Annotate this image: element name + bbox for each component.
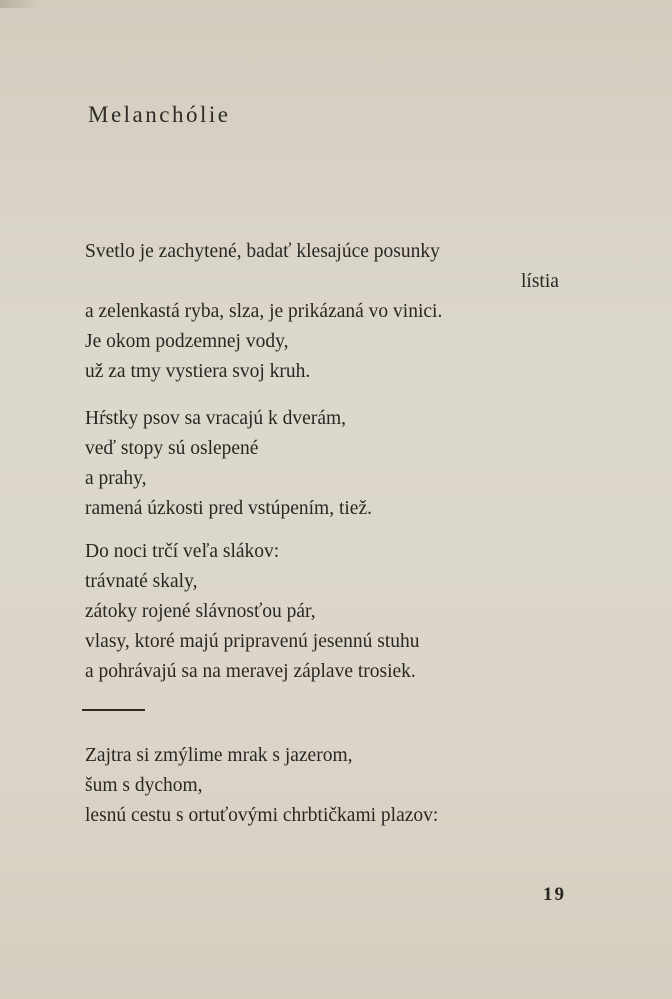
poem-line: ramená úzkosti pred vstúpením, tiež.: [85, 498, 372, 519]
poem-line: Zajtra si zmýlime mrak s jazerom,: [85, 745, 353, 766]
poem-line: veď stopy sú oslepené: [85, 438, 259, 459]
section-divider: [82, 709, 145, 711]
poem-line: lesnú cestu s ortuťovými chrbtičkami plazov:: [85, 805, 439, 826]
poem-line: už za tmy vystiera svoj kruh.: [85, 361, 311, 382]
stanza-4: [85, 741, 438, 831]
stanza-1: [85, 237, 559, 387]
poem-line: trávnaté skaly,: [85, 571, 198, 592]
page-corner-shadow: [0, 0, 40, 8]
stanza-3: [85, 537, 420, 687]
poem-line: zátoky rojené slávnosťou pár,: [85, 601, 316, 622]
poem-line: a zelenkastá ryba, slza, je prikázaná vo vinici.: [85, 301, 443, 322]
poem-line: šum s dychom,: [85, 775, 203, 796]
stanza-2: [85, 404, 372, 524]
poem-line: a prahy,: [85, 468, 147, 489]
poem-line: Hŕstky psov sa vracajú k dverám,: [85, 408, 347, 429]
poem-line: vlasy, ktoré majú pripravenú jesennú stuhu: [85, 631, 420, 652]
poem-line: Svetlo je zachytené, badať klesajúce posunky: [85, 241, 440, 262]
poem-line: a pohrávajú sa na meravej záplave trosiek.: [85, 661, 416, 682]
poem-title: Melanchólie: [88, 102, 231, 127]
poem-line: Je okom podzemnej vody,: [85, 331, 289, 352]
poem-line-continuation: lístia: [521, 271, 559, 292]
poem-line: Do noci trčí veľa slákov:: [85, 541, 280, 562]
page-number: 19: [543, 884, 566, 905]
